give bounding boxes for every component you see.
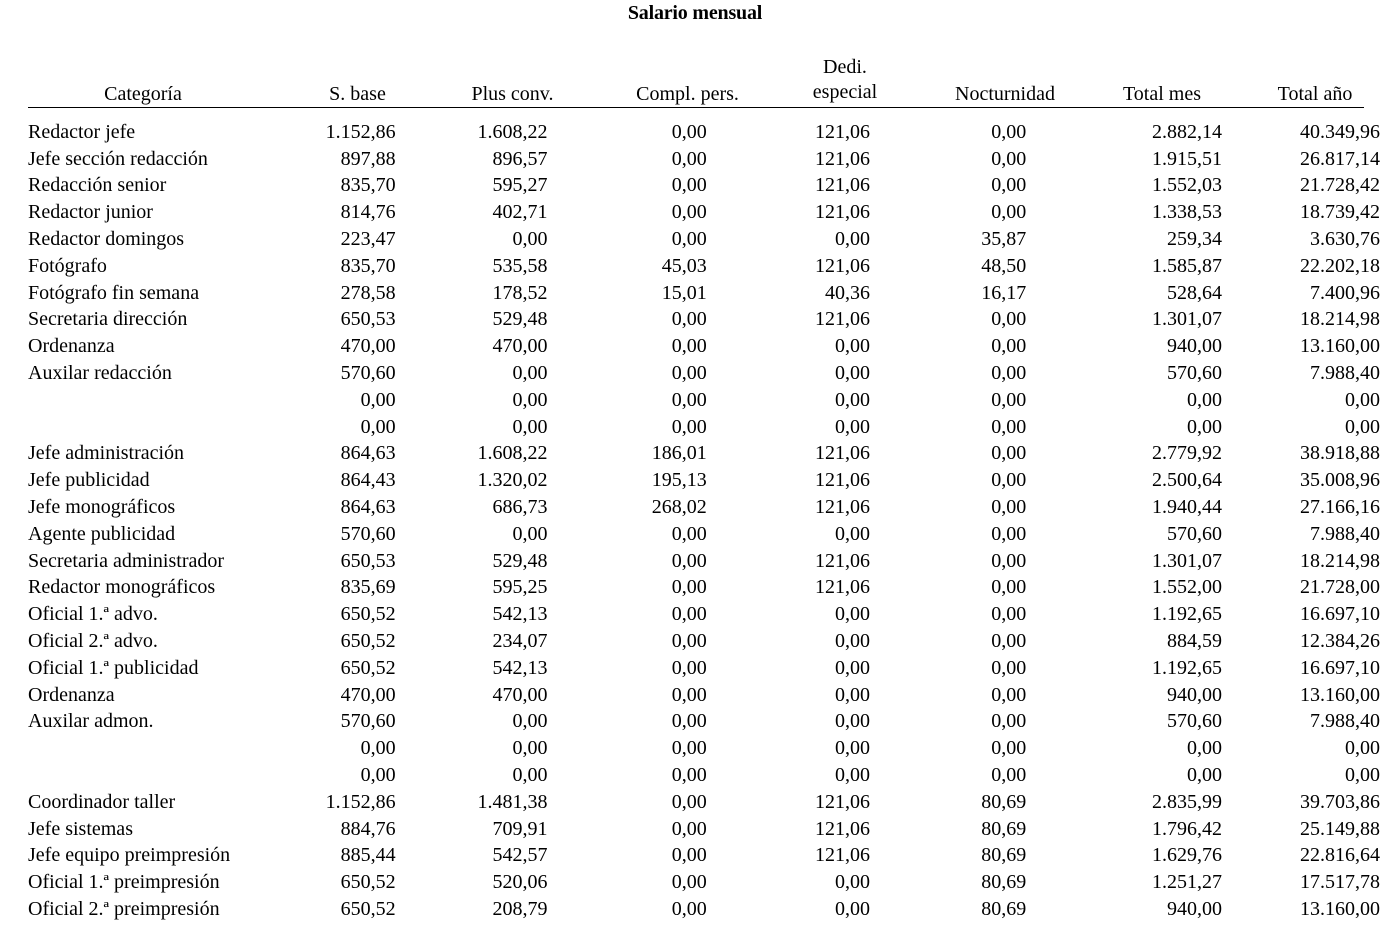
- table-row: [28, 119, 1380, 146]
- row-total-anio: 0,00: [1345, 388, 1380, 411]
- row-total-mes: 940,00: [1166, 683, 1222, 706]
- row-total-anio: 35.008,96: [1300, 469, 1380, 492]
- row-s-base: 864,63: [340, 442, 396, 465]
- row-nocturnidad: 80,69: [981, 871, 1027, 894]
- row-compl-pers: 0,00: [671, 335, 707, 358]
- table-row: [28, 173, 1380, 200]
- table-row: [28, 655, 1380, 682]
- row-total-anio: 25.149,88: [1300, 817, 1380, 840]
- row-categoria: Secretaria dirección: [28, 308, 188, 331]
- row-plus-conv: 520,06: [492, 871, 548, 894]
- row-plus-conv: 709,91: [492, 817, 548, 840]
- header-total-anio: Total año: [1277, 83, 1353, 105]
- row-total-mes: 1.301,07: [1151, 549, 1222, 572]
- row-dedi-especial: 121,06: [815, 817, 871, 840]
- row-s-base: 0,00: [360, 415, 396, 438]
- row-total-anio: 13.160,00: [1300, 683, 1380, 706]
- row-nocturnidad: 80,69: [981, 898, 1027, 920]
- row-nocturnidad: 0,00: [991, 308, 1027, 331]
- row-dedi-especial: 0,00: [835, 228, 871, 251]
- row-nocturnidad: 80,69: [981, 844, 1027, 867]
- row-dedi-especial: 0,00: [835, 522, 871, 545]
- row-dedi-especial: 121,06: [815, 549, 871, 572]
- row-total-mes: 1.552,00: [1151, 576, 1222, 599]
- row-dedi-especial: 0,00: [835, 683, 871, 706]
- row-total-mes: 570,60: [1166, 522, 1222, 545]
- row-plus-conv: 595,27: [492, 174, 548, 197]
- row-dedi-especial: 0,00: [835, 388, 871, 411]
- table-row: [28, 896, 1380, 923]
- row-dedi-especial: 0,00: [835, 710, 871, 733]
- row-nocturnidad: 0,00: [991, 201, 1027, 224]
- row-s-base: 570,60: [340, 362, 396, 385]
- salary-table: [28, 119, 1380, 923]
- row-total-mes: 528,64: [1166, 281, 1222, 304]
- row-total-anio: 39.703,86: [1300, 790, 1380, 813]
- row-categoria: [28, 387, 326, 414]
- row-dedi-especial: 0,00: [835, 362, 871, 385]
- row-total-mes: 1.192,65: [1151, 603, 1222, 626]
- row-plus-conv: 0,00: [512, 710, 548, 733]
- row-compl-pers: 195,13: [651, 469, 707, 492]
- table-row: [28, 709, 1380, 736]
- row-total-anio: 0,00: [1345, 764, 1380, 787]
- row-total-anio: 18.214,98: [1300, 308, 1380, 331]
- table-row: [28, 548, 1380, 575]
- row-nocturnidad: 16,17: [981, 281, 1027, 304]
- row-s-base: 650,52: [340, 656, 396, 679]
- row-compl-pers: 0,00: [671, 415, 707, 438]
- table-row: [28, 280, 1380, 307]
- row-compl-pers: 0,00: [671, 147, 707, 170]
- table-title: Salario mensual: [627, 2, 763, 24]
- row-total-anio: 40.349,96: [1300, 120, 1380, 143]
- header-rule: [28, 107, 1364, 108]
- row-categoria: Jefe sección redacción: [28, 147, 208, 170]
- row-s-base: 223,47: [340, 228, 396, 251]
- row-compl-pers: 0,00: [671, 844, 707, 867]
- row-total-mes: 2.882,14: [1151, 120, 1222, 143]
- row-plus-conv: 208,79: [492, 898, 548, 920]
- table-row: [28, 360, 1380, 387]
- row-categoria: Ordenanza: [28, 683, 115, 706]
- row-compl-pers: 0,00: [671, 630, 707, 653]
- table-row: [28, 146, 1380, 173]
- row-nocturnidad: 0,00: [991, 388, 1027, 411]
- row-s-base: 470,00: [340, 683, 396, 706]
- row-plus-conv: 0,00: [512, 362, 548, 385]
- row-plus-conv: 529,48: [492, 308, 548, 331]
- row-dedi-especial: 0,00: [835, 335, 871, 358]
- header-categoria: Categoría: [104, 83, 182, 105]
- row-plus-conv: 529,48: [492, 549, 548, 572]
- row-plus-conv: 542,13: [492, 603, 548, 626]
- salary-table-body: [28, 119, 1380, 923]
- row-plus-conv: 1.481,38: [477, 790, 548, 813]
- row-categoria: Auxilar admon.: [28, 710, 154, 733]
- row-s-base: 0,00: [360, 388, 396, 411]
- table-row: [28, 226, 1380, 253]
- row-total-mes: 0,00: [1186, 415, 1222, 438]
- row-categoria: [28, 414, 326, 441]
- table-row: [28, 387, 1380, 414]
- row-nocturnidad: 0,00: [991, 710, 1027, 733]
- table-row: [28, 521, 1380, 548]
- header-s-base: S. base: [329, 83, 386, 105]
- row-nocturnidad: 0,00: [991, 496, 1027, 519]
- row-total-mes: 2.835,99: [1151, 790, 1222, 813]
- row-compl-pers: 15,01: [661, 281, 707, 304]
- row-compl-pers: 0,00: [671, 228, 707, 251]
- row-nocturnidad: 0,00: [991, 630, 1027, 653]
- row-total-anio: 3.630,76: [1310, 228, 1380, 251]
- row-plus-conv: 0,00: [512, 522, 548, 545]
- row-plus-conv: 178,52: [492, 281, 548, 304]
- row-nocturnidad: 0,00: [991, 683, 1027, 706]
- row-dedi-especial: 121,06: [815, 174, 871, 197]
- row-s-base: 1.152,86: [325, 790, 396, 813]
- row-compl-pers: 0,00: [671, 388, 707, 411]
- row-compl-pers: 0,00: [671, 737, 707, 760]
- row-nocturnidad: 0,00: [991, 522, 1027, 545]
- row-compl-pers: 0,00: [671, 656, 707, 679]
- row-nocturnidad: 0,00: [991, 174, 1027, 197]
- row-compl-pers: 45,03: [661, 254, 707, 277]
- table-row: [28, 333, 1380, 360]
- row-total-anio: 38.918,88: [1300, 442, 1380, 465]
- row-total-mes: 1.552,03: [1151, 174, 1222, 197]
- table-row: [28, 735, 1380, 762]
- row-dedi-especial: 0,00: [835, 603, 871, 626]
- table-row: [28, 628, 1380, 655]
- row-compl-pers: 268,02: [651, 496, 707, 519]
- row-total-anio: 22.816,64: [1300, 844, 1380, 867]
- row-total-mes: 1.585,87: [1151, 254, 1222, 277]
- row-categoria: Jefe monográficos: [28, 496, 176, 519]
- row-total-anio: 13.160,00: [1300, 335, 1380, 358]
- row-categoria: Agente publicidad: [28, 522, 176, 545]
- row-dedi-especial: 0,00: [835, 898, 871, 920]
- row-s-base: 864,43: [340, 469, 396, 492]
- row-total-anio: 0,00: [1345, 737, 1380, 760]
- row-categoria: Oficial 1.ª preimpresión: [28, 871, 220, 894]
- row-plus-conv: 542,57: [492, 844, 548, 867]
- row-total-mes: 2.779,92: [1151, 442, 1222, 465]
- row-s-base: 650,53: [340, 308, 396, 331]
- row-plus-conv: 0,00: [512, 415, 548, 438]
- row-total-mes: 1.301,07: [1151, 308, 1222, 331]
- row-nocturnidad: 0,00: [991, 362, 1027, 385]
- row-nocturnidad: 0,00: [991, 576, 1027, 599]
- row-s-base: 650,52: [340, 603, 396, 626]
- row-compl-pers: 0,00: [671, 522, 707, 545]
- header-dedi-especial: [790, 55, 900, 105]
- row-total-anio: 16.697,10: [1300, 656, 1380, 679]
- row-nocturnidad: 0,00: [991, 656, 1027, 679]
- row-categoria: Redactor monográficos: [28, 576, 216, 599]
- table-row: [28, 575, 1380, 602]
- row-nocturnidad: 0,00: [991, 549, 1027, 572]
- row-compl-pers: 0,00: [671, 898, 707, 920]
- row-total-mes: 1.338,53: [1151, 201, 1222, 224]
- row-categoria: Auxilar redacción: [28, 362, 172, 385]
- row-total-mes: 1.940,44: [1151, 496, 1222, 519]
- row-dedi-especial: 121,06: [815, 254, 871, 277]
- row-dedi-especial: 0,00: [835, 415, 871, 438]
- table-row: [28, 199, 1380, 226]
- row-total-mes: 1.796,42: [1151, 817, 1222, 840]
- row-compl-pers: 0,00: [671, 710, 707, 733]
- row-compl-pers: 0,00: [671, 817, 707, 840]
- row-total-anio: 7.988,40: [1310, 522, 1380, 545]
- row-plus-conv: 1.608,22: [477, 442, 548, 465]
- row-nocturnidad: 0,00: [991, 469, 1027, 492]
- row-nocturnidad: 0,00: [991, 737, 1027, 760]
- row-nocturnidad: 80,69: [981, 790, 1027, 813]
- row-compl-pers: 0,00: [671, 871, 707, 894]
- header-dedi-line2: especial: [812, 81, 878, 103]
- row-nocturnidad: 0,00: [991, 120, 1027, 143]
- row-categoria: Jefe administración: [28, 442, 185, 465]
- row-total-anio: 13.160,00: [1300, 898, 1380, 920]
- table-row: [28, 307, 1380, 334]
- row-total-anio: 7.988,40: [1310, 362, 1380, 385]
- row-plus-conv: 234,07: [492, 630, 548, 653]
- row-nocturnidad: 80,69: [981, 817, 1027, 840]
- row-s-base: 650,53: [340, 549, 396, 572]
- row-categoria: Oficial 2.ª preimpresión: [28, 898, 220, 920]
- row-s-base: 897,88: [340, 147, 396, 170]
- row-categoria: [28, 735, 326, 762]
- row-total-mes: 570,60: [1166, 710, 1222, 733]
- table-row: [28, 816, 1380, 843]
- row-nocturnidad: 35,87: [981, 228, 1027, 251]
- table-row: [28, 441, 1380, 468]
- row-compl-pers: 0,00: [671, 576, 707, 599]
- row-total-anio: 26.817,14: [1300, 147, 1380, 170]
- table-row: [28, 253, 1380, 280]
- row-dedi-especial: 121,06: [815, 201, 871, 224]
- row-total-mes: 884,59: [1166, 630, 1222, 653]
- row-dedi-especial: 121,06: [815, 790, 871, 813]
- row-dedi-especial: 40,36: [825, 281, 871, 304]
- row-dedi-especial: 121,06: [815, 147, 871, 170]
- row-total-anio: 7.988,40: [1310, 710, 1380, 733]
- table-row: [28, 843, 1380, 870]
- row-categoria: Redactor junior: [28, 201, 153, 224]
- row-dedi-especial: 0,00: [835, 656, 871, 679]
- header-total-mes: Total mes: [1122, 83, 1202, 105]
- row-dedi-especial: 0,00: [835, 737, 871, 760]
- row-total-mes: 0,00: [1186, 388, 1222, 411]
- row-categoria: Fotógrafo fin semana: [28, 281, 200, 304]
- row-plus-conv: 0,00: [512, 737, 548, 760]
- row-categoria: Redactor domingos: [28, 228, 185, 251]
- table-row: [28, 601, 1380, 628]
- table-row: [28, 762, 1380, 789]
- row-s-base: 570,60: [340, 522, 396, 545]
- row-dedi-especial: 121,06: [815, 844, 871, 867]
- row-total-mes: 2.500,64: [1151, 469, 1222, 492]
- row-total-anio: 17.517,78: [1300, 871, 1380, 894]
- row-plus-conv: 0,00: [512, 228, 548, 251]
- table-row: [28, 467, 1380, 494]
- row-compl-pers: 0,00: [671, 603, 707, 626]
- row-total-anio: 21.728,42: [1300, 174, 1380, 197]
- row-s-base: 278,58: [340, 281, 396, 304]
- row-total-anio: 18.214,98: [1300, 549, 1380, 572]
- row-compl-pers: 0,00: [671, 201, 707, 224]
- row-s-base: 650,52: [340, 871, 396, 894]
- row-plus-conv: 535,58: [492, 254, 548, 277]
- row-dedi-especial: 0,00: [835, 871, 871, 894]
- row-nocturnidad: 0,00: [991, 442, 1027, 465]
- row-nocturnidad: 0,00: [991, 764, 1027, 787]
- row-categoria: [28, 762, 326, 789]
- row-total-anio: 12.384,26: [1300, 630, 1380, 653]
- row-plus-conv: 470,00: [492, 683, 548, 706]
- row-dedi-especial: 121,06: [815, 469, 871, 492]
- row-categoria: Fotógrafo: [28, 254, 107, 277]
- row-total-anio: 7.400,96: [1310, 281, 1380, 304]
- row-total-mes: 0,00: [1186, 764, 1222, 787]
- row-s-base: 864,63: [340, 496, 396, 519]
- row-plus-conv: 1.608,22: [477, 120, 548, 143]
- row-plus-conv: 470,00: [492, 335, 548, 358]
- header-plus-conv: Plus conv.: [471, 83, 554, 105]
- row-s-base: 814,76: [340, 201, 396, 224]
- row-plus-conv: 595,25: [492, 576, 548, 599]
- row-dedi-especial: 121,06: [815, 308, 871, 331]
- table-row: [28, 494, 1380, 521]
- row-s-base: 470,00: [340, 335, 396, 358]
- row-total-mes: 1.251,27: [1151, 871, 1222, 894]
- row-s-base: 650,52: [340, 630, 396, 653]
- row-s-base: 0,00: [360, 737, 396, 760]
- row-total-mes: 1.915,51: [1151, 147, 1222, 170]
- row-total-mes: 570,60: [1166, 362, 1222, 385]
- row-nocturnidad: 0,00: [991, 415, 1027, 438]
- row-dedi-especial: 121,06: [815, 442, 871, 465]
- row-total-anio: 22.202,18: [1300, 254, 1380, 277]
- row-categoria: Oficial 1.ª publicidad: [28, 656, 199, 679]
- row-compl-pers: 0,00: [671, 308, 707, 331]
- table-row: [28, 414, 1380, 441]
- row-dedi-especial: 121,06: [815, 576, 871, 599]
- row-compl-pers: 186,01: [651, 442, 707, 465]
- row-total-mes: 0,00: [1186, 737, 1222, 760]
- row-categoria: Coordinador taller: [28, 790, 176, 813]
- row-nocturnidad: 0,00: [991, 335, 1027, 358]
- row-s-base: 884,76: [340, 817, 396, 840]
- row-categoria: Redactor jefe: [28, 120, 136, 143]
- row-categoria: Redacción senior: [28, 174, 167, 197]
- row-total-mes: 259,34: [1166, 228, 1222, 251]
- header-nocturnidad: Nocturnidad: [955, 83, 1055, 105]
- row-nocturnidad: 48,50: [981, 254, 1027, 277]
- row-compl-pers: 0,00: [671, 120, 707, 143]
- row-compl-pers: 0,00: [671, 764, 707, 787]
- table-row: [28, 789, 1380, 816]
- row-categoria: Ordenanza: [28, 335, 115, 358]
- row-total-anio: 27.166,16: [1300, 496, 1380, 519]
- row-s-base: 0,00: [360, 764, 396, 787]
- row-s-base: 650,52: [340, 898, 396, 920]
- row-s-base: 835,69: [340, 576, 396, 599]
- row-categoria: Oficial 1.ª advo.: [28, 603, 158, 626]
- row-total-mes: 940,00: [1166, 335, 1222, 358]
- row-dedi-especial: 121,06: [815, 120, 871, 143]
- row-plus-conv: 0,00: [512, 764, 548, 787]
- row-nocturnidad: 0,00: [991, 147, 1027, 170]
- row-plus-conv: 542,13: [492, 656, 548, 679]
- row-categoria: Jefe sistemas: [28, 817, 133, 840]
- table-row: [28, 869, 1380, 896]
- header-dedi-line1: Dedi.: [823, 56, 867, 78]
- table-row: [28, 682, 1380, 709]
- row-dedi-especial: 0,00: [835, 630, 871, 653]
- row-compl-pers: 0,00: [671, 790, 707, 813]
- row-s-base: 835,70: [340, 174, 396, 197]
- row-compl-pers: 0,00: [671, 362, 707, 385]
- row-compl-pers: 0,00: [671, 683, 707, 706]
- row-s-base: 835,70: [340, 254, 396, 277]
- row-categoria: Oficial 2.ª advo.: [28, 630, 158, 653]
- row-dedi-especial: 0,00: [835, 764, 871, 787]
- row-total-mes: 940,00: [1166, 898, 1222, 920]
- row-s-base: 885,44: [340, 844, 396, 867]
- row-compl-pers: 0,00: [671, 549, 707, 572]
- row-dedi-especial: 121,06: [815, 496, 871, 519]
- row-s-base: 570,60: [340, 710, 396, 733]
- row-total-anio: 0,00: [1345, 415, 1380, 438]
- row-total-anio: 21.728,00: [1300, 576, 1380, 599]
- row-plus-conv: 896,57: [492, 147, 548, 170]
- row-categoria: Jefe equipo preimpresión: [28, 844, 231, 867]
- row-nocturnidad: 0,00: [991, 603, 1027, 626]
- row-categoria: Jefe publicidad: [28, 469, 150, 492]
- header-compl-pers: Compl. pers.: [636, 83, 739, 105]
- row-plus-conv: 1.320,02: [477, 469, 548, 492]
- row-plus-conv: 402,71: [492, 201, 548, 224]
- row-plus-conv: 686,73: [492, 496, 548, 519]
- row-plus-conv: 0,00: [512, 388, 548, 411]
- row-total-mes: 1.192,65: [1151, 656, 1222, 679]
- row-total-anio: 16.697,10: [1300, 603, 1380, 626]
- row-total-mes: 1.629,76: [1151, 844, 1222, 867]
- row-total-anio: 18.739,42: [1300, 201, 1380, 224]
- row-s-base: 1.152,86: [325, 120, 396, 143]
- row-compl-pers: 0,00: [671, 174, 707, 197]
- row-categoria: Secretaria administrador: [28, 549, 225, 572]
